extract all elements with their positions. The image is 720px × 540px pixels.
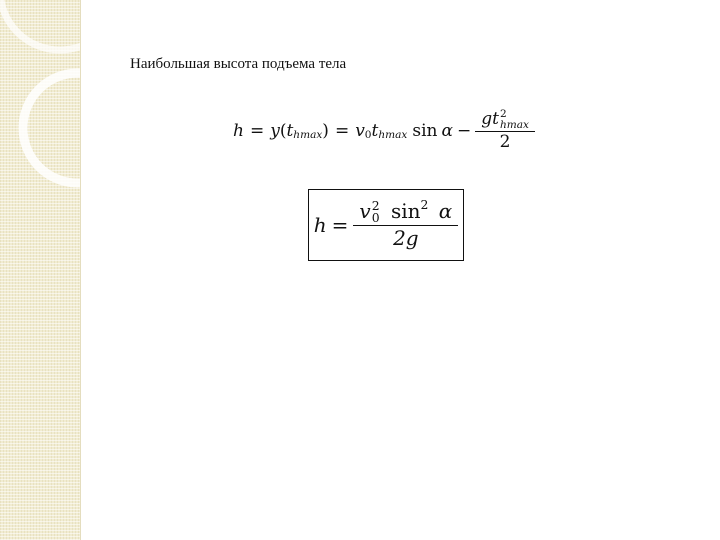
sup-sub-stack <box>500 109 529 130</box>
fraction-numerator <box>356 196 455 226</box>
var-t-2: t <box>371 121 379 141</box>
decorative-arcs <box>0 0 80 540</box>
var-alpha: α <box>441 121 453 141</box>
var-v: v <box>355 121 365 141</box>
fraction-v2sin2-over-2g <box>356 196 455 251</box>
paren-open: ( <box>279 121 287 141</box>
paren-close: ) <box>322 121 329 141</box>
var-v: v <box>359 198 371 223</box>
var-t: t <box>286 121 294 141</box>
subscript-0: 0 <box>371 210 380 226</box>
minus-sign: − <box>456 121 472 141</box>
equals-sign-2: = <box>334 121 350 141</box>
sin-function: sin <box>390 198 421 223</box>
subscript-hmax: hmax <box>293 128 323 141</box>
subscript-hmax-2: hmax <box>378 128 408 141</box>
fraction-gt2-over-2 <box>478 109 532 153</box>
var-t-3: t <box>492 109 499 130</box>
subscript-hmax-3: hmax <box>499 118 529 131</box>
var-y: y <box>270 121 280 141</box>
var-alpha: α <box>438 198 453 223</box>
sin-function: sin <box>412 121 438 141</box>
equals-sign: = <box>249 121 265 141</box>
superscript-2-sin: 2 <box>420 196 429 212</box>
slide-heading: Наибольшая высота подъема тела <box>130 56 347 72</box>
decorative-sidebar <box>0 0 81 540</box>
var-h: h <box>233 121 244 141</box>
fraction-denominator: 2 <box>475 131 535 153</box>
var-g: g <box>481 109 493 130</box>
superscript-2: 2 <box>499 108 507 121</box>
boxed-height-formula <box>308 189 464 261</box>
fraction-numerator <box>478 109 532 131</box>
subscript-0: 0 <box>364 128 372 141</box>
height-formula-expanded <box>233 106 535 156</box>
var-h: h <box>313 213 327 237</box>
fraction-denominator: 2g <box>353 225 458 250</box>
equals-sign: = <box>331 213 349 237</box>
superscript-2: 2 <box>371 197 380 213</box>
sup-sub-stack <box>371 197 380 226</box>
